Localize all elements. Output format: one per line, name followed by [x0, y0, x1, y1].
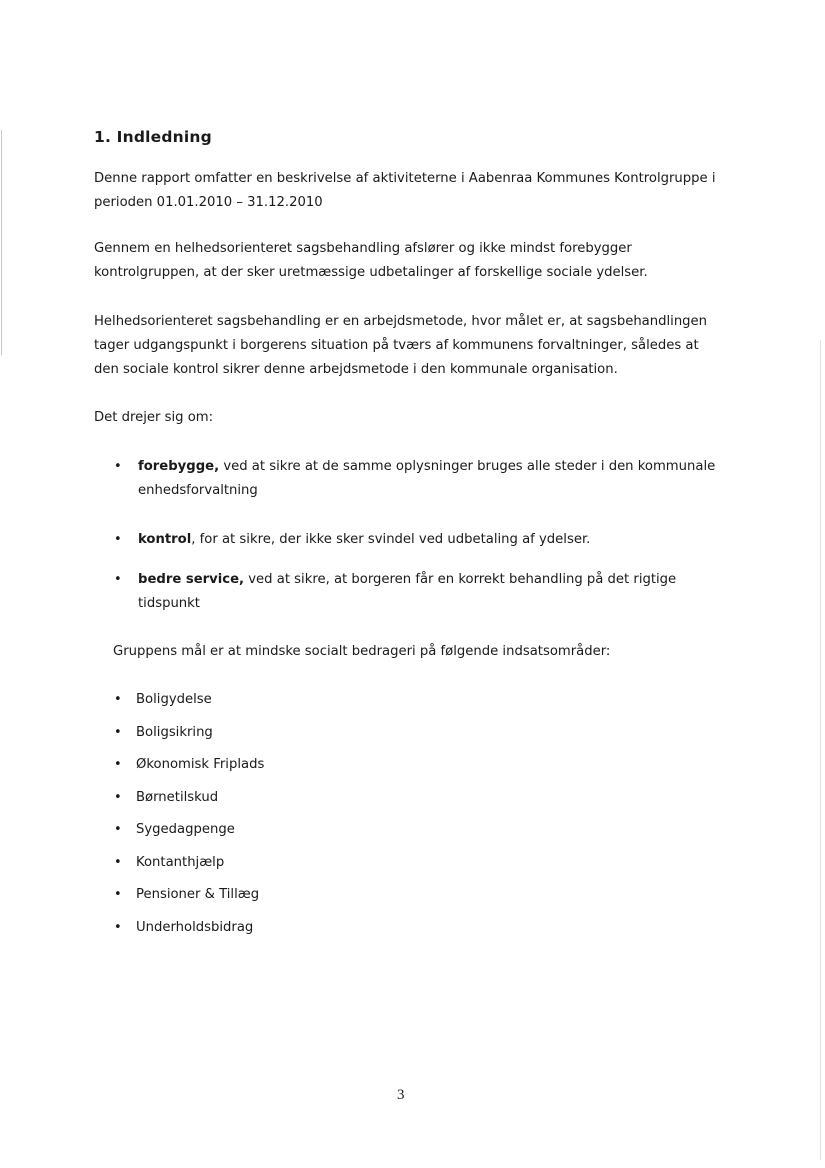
list-item	[110, 883, 264, 916]
paragraph-line: kontrolgruppen, at der sker uretmæssige udbetalinger af forskellige sociale ydelser.	[94, 265, 648, 280]
bullet-icon: •	[114, 887, 122, 902]
area-label: Boligsikring	[136, 724, 213, 740]
bullet-icon: •	[114, 919, 122, 935]
scan-edge-left	[1, 130, 2, 355]
paragraph-intro	[94, 167, 734, 215]
list-item	[110, 916, 264, 949]
purpose-list	[110, 455, 730, 616]
bullet-icon: •	[114, 532, 122, 547]
paragraph-prevention	[94, 237, 734, 285]
section-heading: 1. Indledning	[94, 128, 212, 146]
paragraph-line: Gennem en helhedsorienteret sagsbehandling afslører og ikke mindst forebygger	[94, 241, 632, 256]
paragraph-method	[94, 310, 734, 382]
scan-edge-right	[820, 340, 821, 1160]
paragraph-line: Helhedsorienteret sagsbehandling er en arbejdsmetode, hvor målet er, at sagsbehandlingen	[94, 314, 708, 329]
bullet-icon: •	[114, 854, 122, 870]
bullet-icon: •	[114, 724, 122, 740]
paragraph-line: den sociale kontrol sikrer denne arbejdsmetode i den kommunale organisation.	[94, 362, 618, 377]
list-item	[110, 786, 264, 819]
list-item	[110, 455, 730, 503]
focus-areas-list	[110, 688, 264, 948]
list-item	[110, 851, 264, 884]
paragraph-line: Denne rapport omfatter en beskrivelse af aktiviteterne i Aabenraa Kommunes Kontrolgruppe i	[94, 171, 716, 186]
bullet-term: kontrol	[138, 532, 192, 547]
area-label: Boligydelse	[136, 692, 212, 707]
bullet-text: enhedsforvaltning	[138, 483, 258, 498]
list-item	[110, 753, 264, 786]
area-label: Børnetilskud	[136, 789, 219, 805]
list-item	[110, 818, 264, 851]
bullet-icon: •	[114, 757, 122, 772]
list-item	[110, 688, 264, 721]
bullet-icon: •	[114, 822, 122, 837]
paragraph-list-intro: Det drejer sig om:	[94, 410, 214, 425]
area-label: Kontanthjælp	[136, 854, 225, 870]
bullet-term: forebygge,	[138, 459, 220, 474]
area-label: Økonomisk Friplads	[136, 757, 265, 772]
paragraph-line: tager udgangspunkt i borgerens situation på tværs af kommunens forvaltninger, således at	[94, 338, 699, 353]
bullet-term: bedre service,	[138, 572, 245, 587]
bullet-text: tidspunkt	[138, 596, 200, 611]
bullet-icon: •	[114, 572, 122, 587]
bullet-text: ved at sikre at de samme oplysninger bruges alle steder i den kommunale	[219, 459, 716, 474]
bullet-text: , for at sikre, der ikke sker svindel ved udbetaling af ydelser.	[191, 532, 591, 547]
list-item	[110, 568, 730, 616]
paragraph-goal: Gruppens mål er at mindske socialt bedrageri på følgende indsatsområder:	[113, 644, 611, 659]
list-item	[110, 528, 730, 552]
bullet-icon: •	[114, 459, 122, 474]
bullet-icon: •	[114, 789, 122, 805]
list-item	[110, 721, 264, 754]
area-label: Pensioner & Tillæg	[136, 887, 260, 902]
area-label: Sygedagpenge	[136, 822, 235, 837]
area-label: Underholdsbidrag	[136, 919, 254, 935]
paragraph-line: perioden 01.01.2010 – 31.12.2010	[94, 195, 323, 210]
bullet-icon: •	[114, 692, 122, 707]
page-number: 3	[397, 1087, 405, 1103]
bullet-text: ved at sikre, at borgeren får en korrekt behandling på det rigtige	[244, 572, 677, 587]
